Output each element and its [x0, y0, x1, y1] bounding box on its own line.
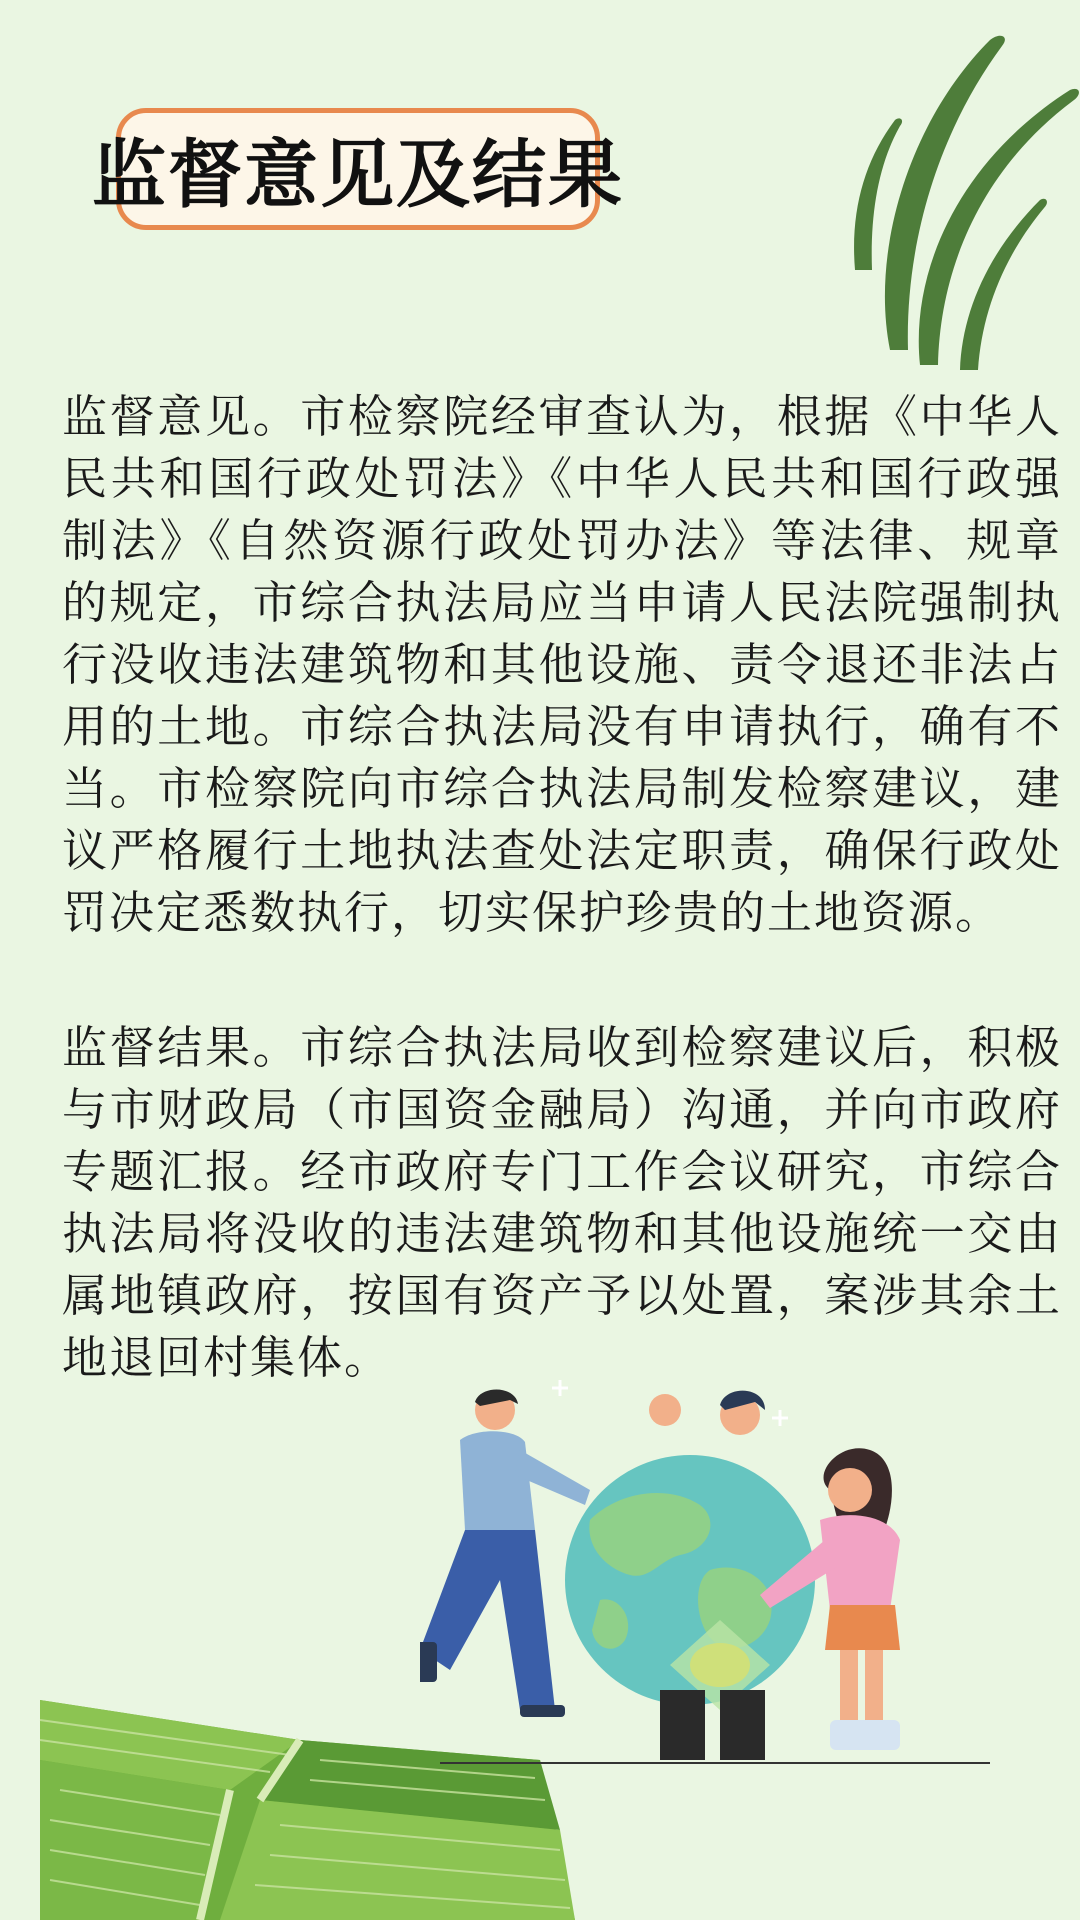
people-holding-globe-icon — [420, 1380, 1020, 1770]
opinion-paragraph: 监督意见。市检察院经审查认为，根据《中华人民共和国行政处罚法》《中华人民共和国行政强制法》《自然资源行政处罚办法》等法律、规章的规定，市综合执法局应当申请人民法院强制执行没收违法建筑物和其他设施、责令退还非法占用的土地。市综合执法局没有申请执行，确有不当。市检察院向市综合执法局制发检察建议，建议严格履行土地执法查处法定职责，确保行政处罚决定悉数执行，切实保护珍贵的土地资源。 — [62, 390, 1062, 939]
title-banner — [92, 108, 624, 230]
result-paragraph: 监督结果。市综合执法局收到检察建议后，积极与市财政局（市国资金融局）沟通，并向市政府专题汇报。经市政府专门工作会议研究，市综合执法局将没收的违法建筑物和其他设施统一交由属地镇政府，按国有资产予以处置，案涉其余土地退回村集体。 — [62, 1021, 1062, 1384]
grass-blades-icon — [850, 10, 1080, 370]
page-title: 监督意见及结果 — [92, 132, 624, 218]
